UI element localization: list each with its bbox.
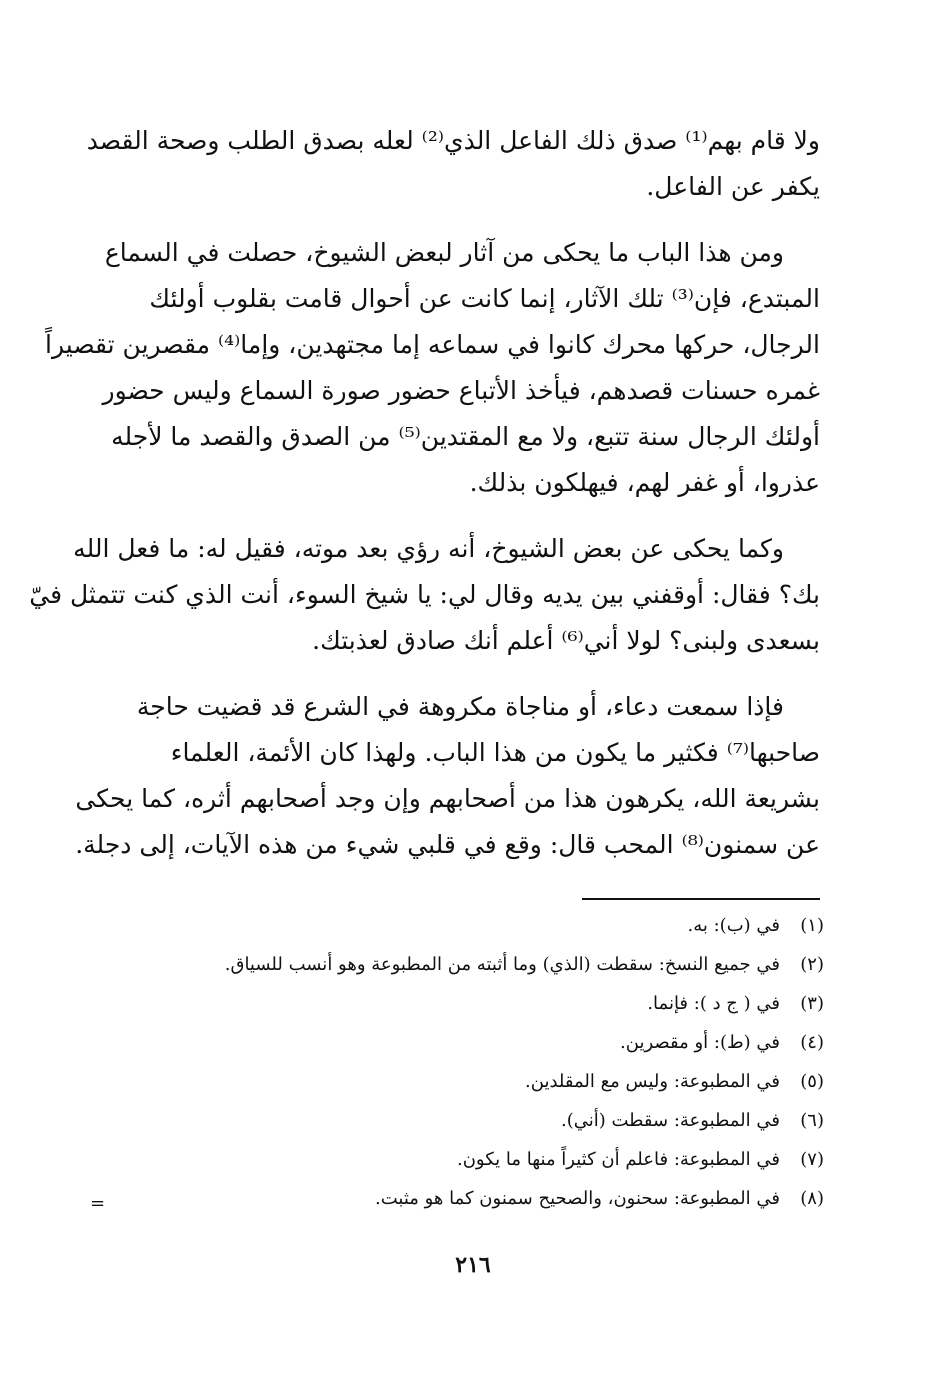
footnote-2 (184, 945, 824, 984)
text-line: المبتدع، فإن⁽³⁾ تلك الآثار، إنما كانت عن أحوال قامت بقلوب أولئك (149, 284, 820, 313)
text-line: ومن هذا الباب ما يحكى من آثار لبعض الشيوخ، حصلت في السماع (104, 238, 784, 267)
footnote-4 (184, 1023, 824, 1062)
footnote-8 (184, 1179, 824, 1218)
text-line: فإذا سمعت دعاء، أو مناجاة مكروهة في الشرع قد قضيت حاجة (136, 692, 784, 721)
main-text (29, 118, 820, 888)
footnote-6 (184, 1101, 824, 1140)
text-line: بسعدى ولبنى؟ لولا أني⁽⁶⁾ أعلم أنك صادق لعذبتك. (312, 626, 820, 655)
footnotes (184, 906, 824, 1218)
footnote-number: (٥) (800, 1071, 824, 1092)
text-line: أولئك الرجال سنة تتبع، ولا مع المقتدين⁽⁵⁾ من الصدق والقصد ما لأجله (111, 422, 820, 451)
footnote-number: (٧) (800, 1149, 824, 1170)
text-line: بشريعة الله، يكرهون هذا من أصحابهم وإن وجد أصحابهم أثره، كما يحكى (75, 784, 820, 813)
paragraph-4 (75, 684, 820, 868)
text-line: صاحبها⁽⁷⁾ فكثير ما يكون من هذا الباب. ولهذا كان الأئمة، العلماء (170, 738, 820, 767)
continuation-mark: = (90, 1193, 106, 1214)
paragraph-1 (86, 118, 820, 210)
footnote-text: في ( ج د ): فإنما. (647, 993, 780, 1014)
footnote-7 (184, 1140, 824, 1179)
footnote-number: (٢) (800, 954, 824, 975)
paragraph-3 (29, 526, 820, 664)
paragraph-2 (45, 230, 820, 506)
footnote-text: في المطبوعة: فاعلم أن كثيراً منها ما يكون. (456, 1149, 780, 1170)
page-number: ٢١٦ (455, 1252, 491, 1278)
text-line: الرجال، حركها محرك كانوا في سماعه إما مجتهدين، وإما⁽⁴⁾ مقصرين تقصيراً (45, 330, 820, 359)
text-line: ولا قام بهم⁽¹⁾ صدق ذلك الفاعل الذي⁽²⁾ لعله بصدق الطلب وصحة القصد (86, 126, 820, 155)
footnote-1 (184, 906, 824, 945)
footnote-number: (١) (800, 915, 824, 936)
text-line: بك؟ فقال: أوقفني بين يديه وقال لي: يا شيخ السوء، أنت الذي كنت تتمثل فيّ (29, 580, 820, 609)
text-line: وكما يحكى عن بعض الشيوخ، أنه رؤي بعد موته، فقيل له: ما فعل الله (73, 534, 784, 563)
footnote-text: في (ب): به. (687, 915, 780, 936)
footnote-number: (٨) (800, 1188, 824, 1209)
footnote-number: (٣) (800, 993, 824, 1014)
text-line: يكفر عن الفاعل. (646, 172, 820, 201)
footnote-number: (٦) (800, 1110, 824, 1131)
footnote-text: في المطبوعة: وليس مع المقلدين. (525, 1071, 780, 1092)
footnote-text: في جميع النسخ: سقطت (الذي) وما أثبته من المطبوعة وهو أنسب للسياق. (224, 954, 780, 975)
text-line: عن سمنون⁽⁸⁾ المحب قال: وقع في قلبي شيء من هذه الآيات، إلى دجلة. (75, 830, 820, 859)
footnote-number: (٤) (800, 1032, 824, 1053)
text-line: غمره حسنات قصدهم، فيأخذ الأتباع حضور صورة السماع وليس حضور (102, 376, 820, 405)
footnote-text: في المطبوعة: سقطت (أني). (560, 1110, 780, 1131)
footnote-separator (582, 898, 820, 900)
text-line: عذروا، أو غفر لهم، فيهلكون بذلك. (469, 468, 820, 497)
footnote-text: في (ط): أو مقصرين. (620, 1032, 780, 1053)
footnote-text: في المطبوعة: سحنون، والصحيح سمنون كما هو مثبت. (374, 1188, 780, 1209)
footnote-5 (184, 1062, 824, 1101)
footnote-3 (184, 984, 824, 1023)
